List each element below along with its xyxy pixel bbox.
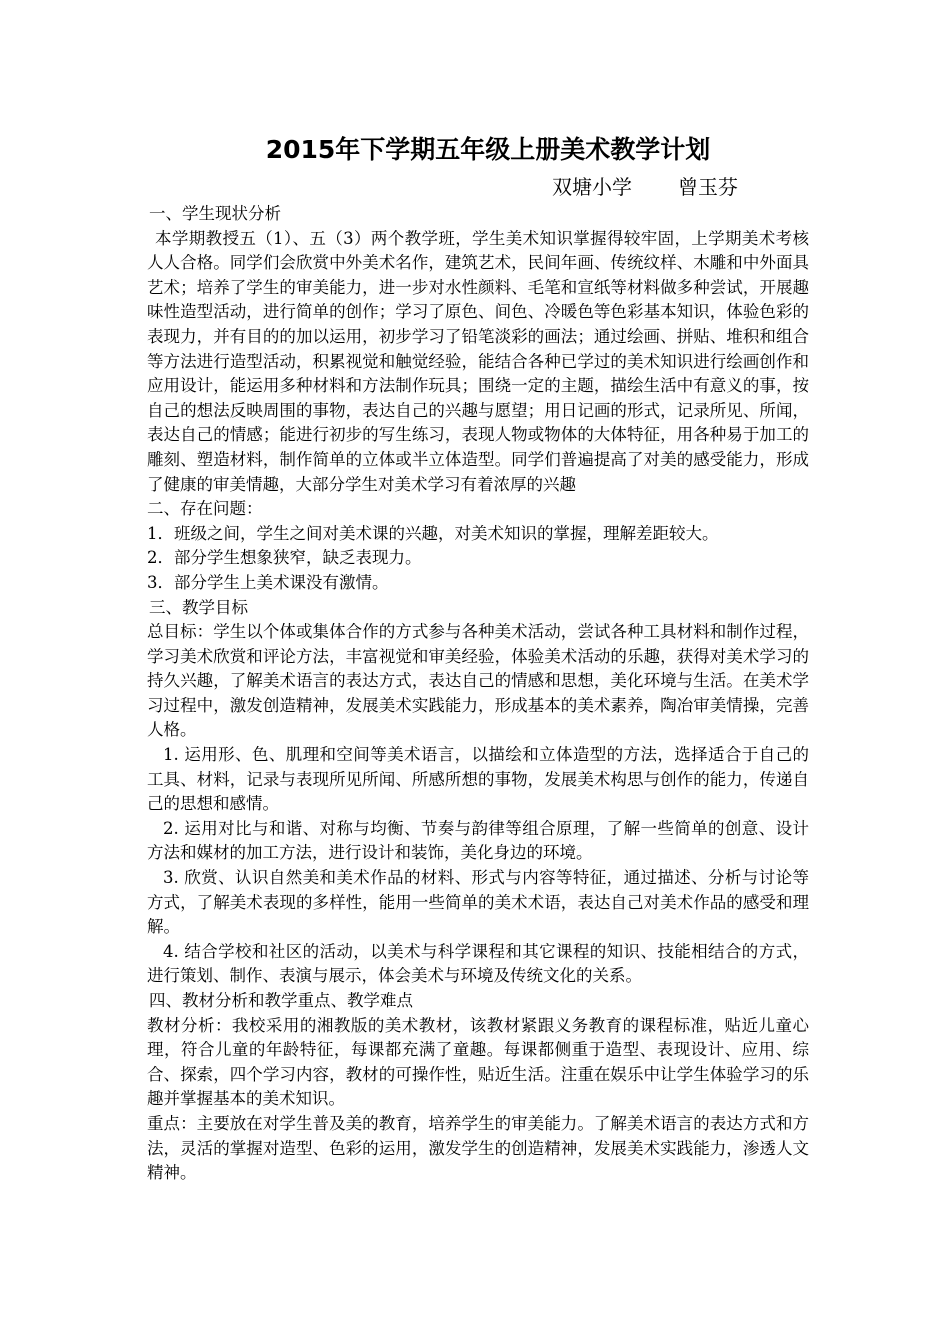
section-heading-goals: 三、教学目标: [149, 597, 248, 617]
teacher-name: 曾玉芬: [678, 175, 738, 199]
section-heading-materials: 四、教材分析和教学重点、教学难点: [149, 991, 413, 1010]
author-line: [147, 172, 809, 202]
document-body: [147, 202, 809, 1186]
goal-item: 3. 欣赏、认识自然美和美术作品的材料、形式与内容等特征，通过描述、分析与讨论等方式，了解美术表现的多样性，能用一些简单的美术术语，表达自己对美术作品的感受和理解。: [147, 868, 809, 937]
overall-goal-paragraph: 总目标：学生以个体或集体合作的方式参与各种美术活动，尝试各种工具材料和制作过程，学习美术欣赏和评论方法，丰富视觉和审美经验，体验美术活动的乐趣，获得对美术学习的持久兴趣，了解美术语言的表达方式，表达自己的情感和思想，美化环境与生活。在美术学习过程中，激发创造精神，发展美术实践能力，形成基本的美术素养，陶冶审美情操，完善人格。: [147, 622, 809, 740]
document-page: [147, 128, 809, 1186]
document-title: 2015年下学期五年级上册美术教学计划: [265, 135, 711, 164]
goal-item: 1. 运用形、色、肌理和空间等美术语言，以描绘和立体造型的方法，选择适合于自己的工具、材料，记录与表现所见所闻、所感所想的事物，发展美术构思与创作的能力，传递自己的思想和感情。: [147, 745, 809, 814]
section-heading-problems: 二、存在问题：: [147, 499, 263, 519]
goal-item: 4. 结合学校和社区的活动，以美术与科学课程和其它课程的知识、技能相结合的方式，进行策划、制作、表演与展示，体会美术与环境及传统文化的关系。: [147, 941, 809, 986]
problem-item: 3．部分学生上美术课没有激情。: [147, 572, 389, 592]
problem-item: 2．部分学生想象狭窄，缺乏表现力。: [147, 548, 422, 568]
section-heading-student-analysis: 一、学生现状分析: [149, 204, 281, 223]
student-analysis-paragraph: 本学期教授五（1）、五（3）两个教学班，学生美术知识掌握得较牢固，上学期美术考核人人合格。同学们会欣赏中外美术名作，建筑艺术，民间年画、传统纹样、木雕和中外面具艺术；培养了学生的审美能力，进一步对水性颜料、毛笔和宣纸等材料做多种尝试，开展趣味性造型活动，进行简单的创作；学习了原色、间色、冷暖色等色彩基本知识，体验色彩的表现力，并有目的的加以运用，初步学习了铅笔淡彩的画法；通过绘画、拼贴、堆积和组合等方法进行造型活动，积累视觉和触觉经验，能结合各种已学过的美术知识进行绘画创作和应用设计，能运用多种材料和方法制作玩具；围绕一定的主题，描绘生活中有意义的事，按自己的想法反映周围的事物，表达自己的兴趣与愿望；用日记画的形式，记录所见、所闻，表达自己的情感；能进行初步的写生练习，表现人物或物体的大体特征，用各种易于加工的雕刻、塑造材料，制作简单的立体或半立体造型。同学们普遍提高了对美的感受能力，形成了健康的审美情趣，大部分学生对美术学习有着浓厚的兴趣: [147, 228, 809, 494]
key-points-paragraph: 重点：主要放在对学生普及美的教育，培养学生的审美能力。了解美术语言的表达方式和方法，灵活的掌握对造型、色彩的运用，激发学生的创造精神，发展美术实践能力，渗透人文精神。: [147, 1113, 809, 1183]
school-name: 双塘小学: [552, 175, 632, 199]
goal-item: 2. 运用对比与和谐、对称与均衡、节奏与韵律等组合原理，了解一些简单的创意、设计方法和媒材的加工方法，进行设计和装饰，美化身边的环境。: [147, 818, 809, 863]
problem-item: 1．班级之间，学生之间对美术课的兴趣，对美术知识的掌握，理解差距较大。: [147, 523, 719, 543]
material-analysis-paragraph: 教材分析：我校采用的湘教版的美术教材，该教材紧跟义务教育的课程标准，贴近儿童心理，符合儿童的年龄特征，每课都充满了童趣。每课都侧重于造型、表现设计、应用、综合、探索，四个学习内容，教材的可操作性，贴近生活。注重在娱乐中让学生体验学习的乐趣并掌握基本的美术知识。: [147, 1015, 809, 1109]
